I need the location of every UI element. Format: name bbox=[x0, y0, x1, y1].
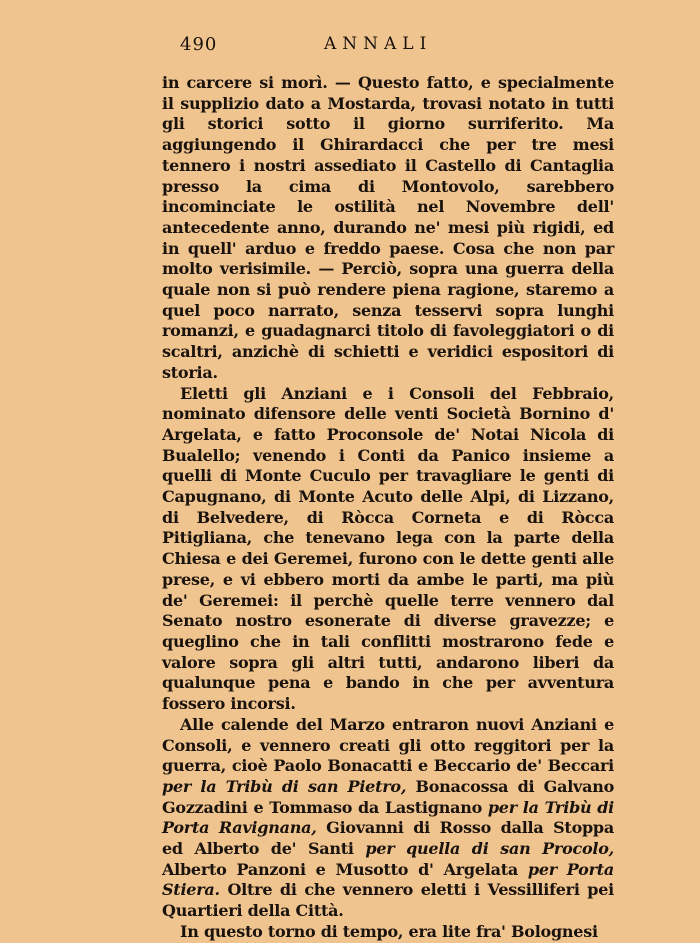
paragraph-4: In questo torno di tempo, era lite fra' Bolognesi bbox=[180, 921, 598, 941]
italic-phrase: per quella di san Procolo, bbox=[365, 839, 614, 859]
body-text bbox=[162, 73, 614, 943]
text-run: Alberto Panzoni e Musotto d' Argelata bbox=[162, 859, 528, 879]
paragraph-2: Eletti gli Anziani e i Consoli del Febbraio, nominato difensore delle venti Società Bornino d' Argelata, e fatto Proconsole de' Notai Nicola di Bualello; venendo i Conti da Panico insieme a quelli di Monte Cuculo per travagliare le genti di Capugnano, di Monte Acuto delle Alpi, di Lizzano, di Belvedere, di Ròcca Corneta e di Ròcca Pitigliana, che tenevano lega con la parte della Chiesa e dei Geremei, furono con le dette genti alle prese, e vi ebbero morti da ambe le parti, ma più de' Geremei: il perchè quelle terre vennero dal Senato nostro esonerate di diverse gravezze; e queglino che in tali conflitti mostrarono fede e valore sopra gli altri tutti, andarono liberi da qualunque pena e bando in che per avventura fossero incorsi. bbox=[162, 383, 614, 714]
paragraph-3 bbox=[162, 715, 614, 922]
text-run: Alle calende del Marzo entraron nuovi Anziani e Consoli, e vennero creati gli otto reggitori per la guerra, cioè Paolo Bonacatti e Beccario de' Beccari bbox=[162, 714, 614, 776]
page-header bbox=[162, 34, 614, 58]
italic-phrase: per la Tribù di san Pietro, bbox=[162, 776, 407, 796]
text-run: Oltre di che vennero eletti i Vessilliferi pei Quartieri della Città. bbox=[162, 880, 614, 921]
italic-phrase: per Porta Stiera. bbox=[162, 859, 615, 900]
text-run: Giovanni di Rosso dalla Stoppa ed Alberto de' Santi bbox=[162, 818, 614, 859]
text-run: Bonacossa di Galvano Gozzadini e Tommaso da Lastignano bbox=[162, 776, 614, 817]
paragraph-1: in carcere si morì. — Questo fatto, e specialmente il supplizio dato a Mostarda, trovasi notato in tutti gli storici sotto il giorno surriferito. Ma aggiungendo il Ghirardacci che per tre mesi tennero i nostri assediato il Castello di Cantaglia presso la cima di Montovolo, sarebbero incominciate le ostilità nel Novembre dell' antecedente anno, durando ne' mesi più rigidi, ed in quell' arduo e freddo paese. Cosa che non par molto verisimile. — Perciò, sopra una guerra della quale non si può rendere piena ragione, staremo a quel poco narrato, senza tesservi sopra lunghi romanzi, e guadagnarci titolo di favoleggiatori o di scaltri, anzichè di schietti e veridici espositori di storia. bbox=[162, 73, 614, 382]
italic-phrase: per la Tribù di Porta Ravignana, bbox=[162, 797, 615, 838]
running-title: ANNALI bbox=[324, 34, 433, 54]
page-number: 490 bbox=[180, 34, 218, 55]
